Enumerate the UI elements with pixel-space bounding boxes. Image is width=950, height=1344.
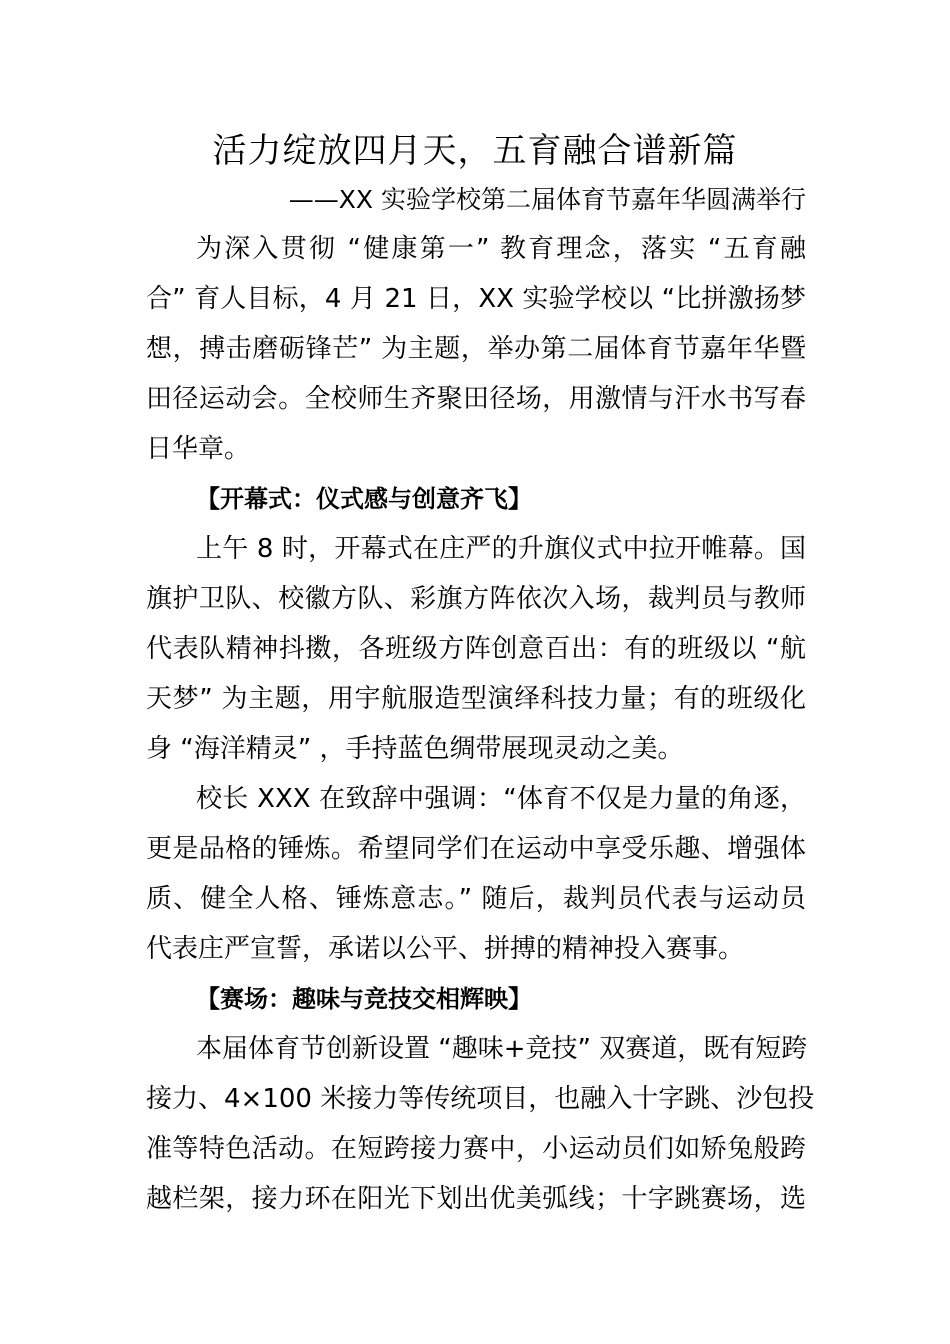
paragraph-line: 天梦” 为主题，用宇航服造型演绎科技力量；有的班级化	[146, 684, 806, 714]
paragraph-line: 质、健全人格、锤炼意志。” 随后，裁判员代表与运动员	[146, 884, 806, 914]
document-title: 活力绽放四月天，五育融合谱新篇	[212, 131, 738, 171]
paragraph-line: 校长 XXX 在致辞中强调：“体育不仅是力量的角逐，	[196, 784, 806, 814]
paragraph-line: 日华章。	[146, 434, 251, 464]
paragraph-line: 为深入贯彻 “健康第一” 教育理念，落实 “五育融	[196, 234, 806, 264]
paragraph-line: 准等特色活动。在短跨接力赛中，小运动员们如矫兔般跨	[146, 1134, 806, 1164]
paragraph-line: 代表队精神抖擞，各班级方阵创意百出：有的班级以 “航	[146, 634, 806, 664]
section-heading: 【赛场：趣味与竞技交相辉映】	[196, 985, 532, 1013]
paragraph-line: 越栏架，接力环在阳光下划出优美弧线；十字跳赛场，选	[146, 1184, 806, 1214]
paragraph-line: 本届体育节创新设置 “趣味+竞技” 双赛道，既有短跨	[196, 1034, 808, 1064]
paragraph-line: 身 “海洋精灵” ，手持蓝色绸带展现灵动之美。	[146, 734, 684, 764]
section-heading: 【开幕式：仪式感与创意齐飞】	[196, 485, 532, 513]
paragraph-line: 想，搏击磨砺锋芒” 为主题，举办第二届体育节嘉年华暨	[146, 334, 806, 364]
paragraph-line: 接力、4×100 米接力等传统项目，也融入十字跳、沙包投	[146, 1084, 815, 1114]
paragraph-line: 旗护卫队、校徽方队、彩旗方阵依次入场，裁判员与教师	[146, 584, 806, 614]
document-subtitle: ——XX 实验学校第二届体育节嘉年华圆满举行	[288, 185, 806, 214]
paragraph-line: 田径运动会。全校师生齐聚田径场，用激情与汗水书写春	[146, 384, 806, 414]
paragraph-line: 代表庄严宣誓，承诺以公平、拼搏的精神投入赛事。	[146, 934, 745, 964]
paragraph-line: 合” 育人目标，4 月 21 日，XX 实验学校以 “比拼激扬梦	[146, 284, 806, 314]
paragraph-line: 上午 8 时，开幕式在庄严的升旗仪式中拉开帷幕。国	[196, 534, 806, 564]
paragraph-line: 更是品格的锤炼。希望同学们在运动中享受乐趣、增强体	[146, 834, 806, 864]
